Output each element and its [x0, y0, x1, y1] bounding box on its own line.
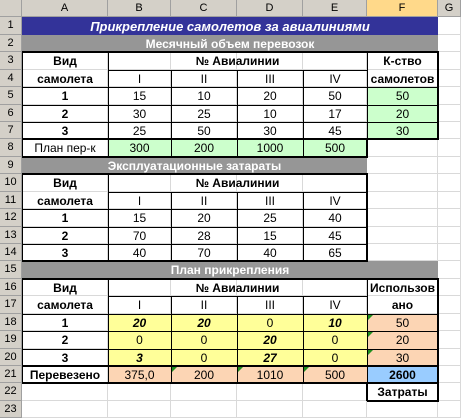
route-label[interactable]: II [200, 71, 208, 86]
row-header-6[interactable]: 6 [0, 105, 22, 122]
route-label[interactable]: III [264, 71, 275, 86]
border-line [22, 331, 439, 332]
border-line [22, 349, 439, 350]
used-value[interactable]: 30 [367, 349, 438, 366]
volume-value[interactable]: 15 [132, 89, 147, 103]
aircraft-type[interactable]: 3 [61, 123, 69, 138]
border-line [108, 279, 109, 366]
formula-indicator-icon [238, 367, 243, 372]
border-line [22, 244, 368, 245]
border-line [22, 105, 439, 106]
samoleta-label[interactable]: самолета [37, 71, 93, 86]
select-all-corner[interactable] [0, 0, 22, 17]
aircraft-type[interactable]: 1 [61, 89, 69, 103]
assignment-value[interactable]: 20 [171, 314, 237, 331]
border-line [303, 366, 304, 383]
border-line [22, 51, 439, 53]
border-line [108, 139, 109, 157]
border-line [108, 174, 109, 261]
border-line [237, 139, 238, 157]
row-header-10[interactable]: 10 [0, 174, 22, 192]
row-header-5[interactable]: 5 [0, 87, 22, 105]
aircraft-count-header-line2[interactable]: самолетов [370, 71, 435, 86]
border-line [22, 382, 439, 384]
aircraft-type[interactable]: 3 [61, 245, 69, 260]
route-label[interactable]: II [200, 298, 208, 312]
aircraft-count-value[interactable]: 30 [367, 122, 438, 139]
aircraft-type[interactable]: 3 [61, 350, 69, 365]
route-label[interactable]: I [137, 298, 142, 312]
row-header-16[interactable]: 16 [0, 279, 22, 296]
samoleta-label[interactable]: самолета [37, 298, 93, 312]
border-line [303, 139, 304, 157]
aircraft-type[interactable]: 2 [61, 333, 69, 347]
border-line [366, 139, 368, 157]
formula-indicator-icon [172, 367, 177, 372]
aircraft-count-value[interactable]: 50 [367, 87, 438, 105]
border-line [437, 366, 439, 383]
volume-value[interactable]: 25 [132, 123, 147, 138]
route-label[interactable]: IV [329, 298, 341, 312]
border-line [366, 383, 368, 401]
border-line [22, 314, 439, 315]
row-header-20[interactable]: 20 [0, 349, 22, 366]
cost-value[interactable]: 20 [197, 211, 211, 225]
border-line [22, 122, 439, 123]
cost-value[interactable]: 70 [132, 228, 147, 243]
row-header-1[interactable]: 1 [0, 17, 22, 35]
formula-indicator-icon [368, 332, 373, 337]
volume-value[interactable]: 50 [328, 89, 342, 103]
cost-value[interactable]: 40 [132, 245, 147, 260]
border-line [22, 156, 368, 158]
border-line [171, 366, 172, 383]
border-line [22, 209, 368, 210]
border-line [437, 52, 439, 139]
border-line [367, 366, 368, 383]
assignment-value[interactable]: 27 [237, 349, 303, 366]
cost-value[interactable]: 40 [328, 211, 342, 225]
aircraft-type[interactable]: 1 [61, 211, 69, 225]
row-header-8[interactable]: 8 [0, 139, 22, 157]
assignment-value[interactable]: 10 [303, 314, 367, 331]
formula-indicator-icon [368, 350, 373, 355]
cost-value[interactable]: 28 [197, 228, 211, 243]
aircraft-count-value[interactable]: 20 [367, 105, 438, 122]
column-header-g[interactable]: G [438, 0, 461, 17]
column-header-d[interactable]: D [237, 0, 303, 17]
row-header-2[interactable]: 2 [0, 35, 22, 52]
border-line [22, 260, 368, 262]
section-plan[interactable]: План прикрепления [22, 261, 438, 279]
border-line [108, 192, 368, 193]
used-header-line2[interactable]: ано [391, 298, 414, 312]
column-header-e[interactable]: E [303, 0, 367, 17]
column-header-b[interactable]: B [108, 0, 171, 17]
assignment-value[interactable]: 0 [171, 349, 237, 366]
border-line [22, 365, 439, 367]
used-header[interactable]: Использов [370, 280, 435, 295]
plan-value[interactable]: 200 [171, 139, 237, 157]
transported-value[interactable]: 200 [171, 366, 237, 383]
volume-value[interactable]: 30 [132, 106, 147, 121]
volume-value[interactable]: 10 [263, 106, 277, 121]
formula-indicator-icon [368, 315, 373, 320]
routes-header[interactable]: № Авиалинии [195, 54, 280, 68]
plan-label[interactable]: План пер-к [34, 141, 96, 155]
aircraft-type[interactable]: 2 [61, 228, 69, 243]
row-header-23[interactable]: 23 [0, 401, 22, 418]
total-cost-value[interactable]: 2600 [367, 366, 438, 383]
row-header-21[interactable]: 21 [0, 366, 22, 383]
transported-value[interactable]: 375,0 [108, 366, 171, 383]
plan-value[interactable]: 300 [108, 139, 171, 157]
route-label[interactable]: II [200, 193, 208, 208]
formula-indicator-icon [304, 367, 309, 372]
border-line [22, 278, 439, 280]
volume-value[interactable]: 17 [328, 106, 342, 121]
border-line [437, 279, 439, 366]
row-header-15[interactable]: 15 [0, 261, 22, 279]
row-header-3[interactable]: 3 [0, 52, 22, 70]
route-label[interactable]: III [264, 298, 275, 312]
route-label[interactable]: I [137, 71, 142, 86]
transported-value[interactable]: 1010 [237, 366, 303, 383]
used-value[interactable]: 20 [367, 331, 438, 349]
row-header-22[interactable]: 22 [0, 383, 22, 401]
routes-header[interactable]: № Авиалинии [195, 280, 280, 295]
row-header-13[interactable]: 13 [0, 227, 22, 244]
transported-label[interactable]: Перевезено [29, 367, 101, 382]
border-line [22, 227, 368, 228]
border-line [108, 366, 109, 383]
cost-value[interactable]: 40 [263, 245, 277, 260]
row-header-14[interactable]: 14 [0, 244, 22, 261]
assignment-value[interactable]: 3 [108, 349, 171, 366]
volume-value[interactable]: 50 [197, 123, 211, 138]
assignment-value[interactable]: 0 [303, 349, 367, 366]
samoleta-label[interactable]: самолета [37, 193, 93, 208]
row-header-19[interactable]: 19 [0, 331, 22, 349]
cost-value[interactable]: 65 [328, 245, 342, 260]
row-header-9[interactable]: 9 [0, 157, 22, 174]
row-header-7[interactable]: 7 [0, 122, 22, 139]
row-header-12[interactable]: 12 [0, 209, 22, 227]
section-volume[interactable]: Месячный объем перевозок [22, 35, 438, 52]
used-value[interactable]: 50 [367, 314, 438, 331]
volume-value[interactable]: 30 [263, 123, 277, 138]
route-label[interactable]: IV [329, 71, 341, 86]
routes-header[interactable]: № Авиалинии [195, 176, 280, 190]
total-cost-label[interactable]: Затраты [377, 385, 428, 399]
cost-value[interactable]: 70 [197, 245, 211, 260]
border-line [108, 70, 368, 71]
assignment-value[interactable]: 0 [108, 331, 171, 349]
volume-value[interactable]: 20 [263, 89, 277, 103]
border-line [108, 52, 109, 139]
border-line [22, 138, 439, 140]
assignment-value[interactable]: 0 [237, 314, 303, 331]
aircraft-type[interactable]: 1 [61, 315, 69, 330]
route-label[interactable]: I [137, 193, 142, 208]
assignment-value[interactable]: 0 [303, 331, 367, 349]
route-label[interactable]: III [264, 193, 275, 208]
border-line [367, 279, 368, 366]
border-line [366, 174, 368, 261]
row-header-18[interactable]: 18 [0, 314, 22, 331]
border-line [437, 383, 439, 401]
vid-label[interactable]: Вид [53, 54, 77, 68]
aircraft-count-header[interactable]: К-ство [383, 54, 422, 68]
border-line [108, 296, 368, 297]
column-header-c[interactable]: C [171, 0, 237, 17]
plan-value[interactable]: 500 [303, 139, 367, 157]
row-header-11[interactable]: 11 [0, 192, 22, 209]
section-costs[interactable]: Эксплуатационные затараты [22, 157, 367, 174]
row-header-17[interactable]: 17 [0, 296, 22, 314]
volume-value[interactable]: 10 [197, 89, 211, 103]
assignment-value[interactable]: 20 [108, 314, 171, 331]
border-line [22, 173, 368, 175]
cost-value[interactable]: 45 [328, 228, 342, 243]
plan-value[interactable]: 1000 [237, 139, 303, 157]
row-header-4[interactable]: 4 [0, 70, 22, 87]
transported-value[interactable]: 500 [303, 366, 367, 383]
volume-value[interactable]: 25 [197, 106, 211, 121]
vid-label[interactable]: Вид [53, 176, 77, 190]
aircraft-type[interactable]: 2 [61, 106, 69, 121]
column-header-f[interactable]: F [367, 0, 438, 17]
border-line [367, 400, 439, 402]
vid-label[interactable]: Вид [53, 280, 77, 295]
route-label[interactable]: IV [329, 193, 341, 208]
cost-value[interactable]: 25 [263, 211, 277, 225]
cost-value[interactable]: 15 [132, 211, 147, 225]
sheet-title[interactable]: Прикрепление самолетов за авиалиниями [22, 17, 438, 35]
border-line [367, 52, 368, 139]
assignment-value[interactable]: 20 [237, 331, 303, 349]
assignment-value[interactable]: 0 [171, 331, 237, 349]
column-header-a[interactable]: A [22, 0, 108, 17]
border-line [22, 87, 439, 88]
cost-value[interactable]: 15 [263, 228, 277, 243]
border-line [171, 139, 172, 157]
volume-value[interactable]: 45 [328, 123, 342, 138]
border-line [237, 366, 238, 383]
